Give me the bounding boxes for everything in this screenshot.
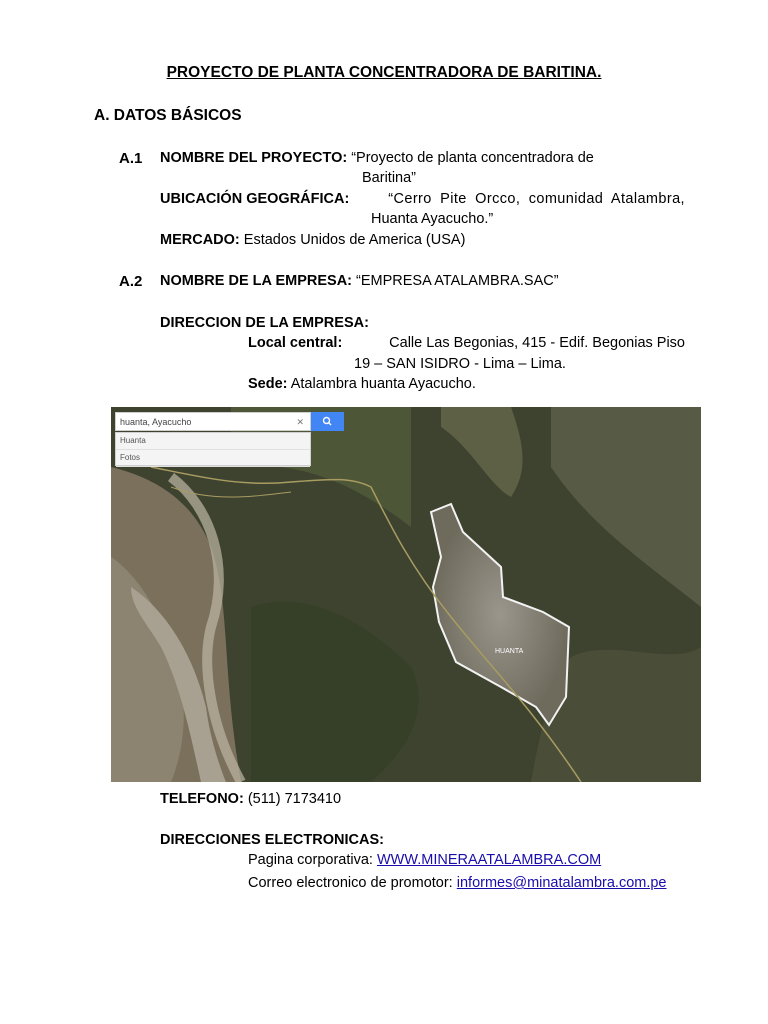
email-line [248,875,667,891]
project-name-label: NOMBRE DEL PROYECTO: [160,150,348,166]
map-search-value: huanta, Ayacucho [120,417,192,427]
local-label: Local central: [248,335,343,351]
project-name-value-cont: Baritina” [362,170,416,186]
location-value: “Cerro Pite Orcco, comunidad Atalambra, [388,191,685,207]
phone-label: TELEFONO: [160,791,244,807]
location-label: UBICACIÓN GEOGRÁFICA: [160,191,350,207]
project-name-line [160,150,594,166]
sede-value: Atalambra huanta Ayacucho. [290,376,476,392]
electronic-addresses-label: DIRECCIONES ELECTRONICAS: [160,832,384,848]
sede-label: Sede: [248,376,288,392]
sede-line [248,376,476,392]
market-value: Estados Unidos de America (USA) [243,232,466,248]
clear-icon[interactable]: ✕ [296,417,304,427]
market-label: MERCADO: [160,232,240,248]
satellite-map [111,407,701,782]
section-number-a2: A.2 [119,273,143,290]
market-line [160,232,465,248]
map-suggestions [115,432,311,466]
company-name-label: NOMBRE DE LA EMPRESA: [160,273,352,289]
section-heading: A. DATOS BÁSICOS [94,107,242,124]
map-search-input[interactable] [115,412,311,431]
section-number-a1: A.1 [119,150,143,167]
website-label: Pagina corporativa: [248,852,373,868]
company-address-label: DIRECCION DE LA EMPRESA: [160,315,369,331]
phone-line [160,791,341,807]
website-link[interactable]: WWW.MINERAATALAMBRA.COM [376,852,602,868]
phone-value: (511) 7173410 [247,791,342,807]
location-line [160,191,685,207]
suggestion-item[interactable]: Huanta [116,433,310,450]
location-value-cont: Huanta Ayacucho.” [371,211,494,227]
town-label: HUANTA [495,648,524,655]
local-value-cont: 19 – SAN ISIDRO - Lima – Lima. [354,356,566,372]
local-value: Calle Las Begonias, 415 - Edif. Begonias Piso [389,335,685,351]
page-title: PROYECTO DE PLANTA CONCENTRADORA DE BARITINA. [166,64,602,81]
email-link[interactable]: informes@minatalambra.com.pe [456,875,667,891]
search-icon [311,412,344,431]
map-search-button[interactable] [311,412,344,431]
local-line [248,335,685,351]
website-line [248,852,601,868]
company-name-line [160,273,559,289]
suggestion-item[interactable]: Fotos [116,450,310,467]
company-name-value: “EMPRESA ATALAMBRA.SAC” [356,273,559,289]
email-label: Correo electronico de promotor: [248,875,453,891]
project-name-value: “Proyecto de planta concentradora de [351,150,594,166]
